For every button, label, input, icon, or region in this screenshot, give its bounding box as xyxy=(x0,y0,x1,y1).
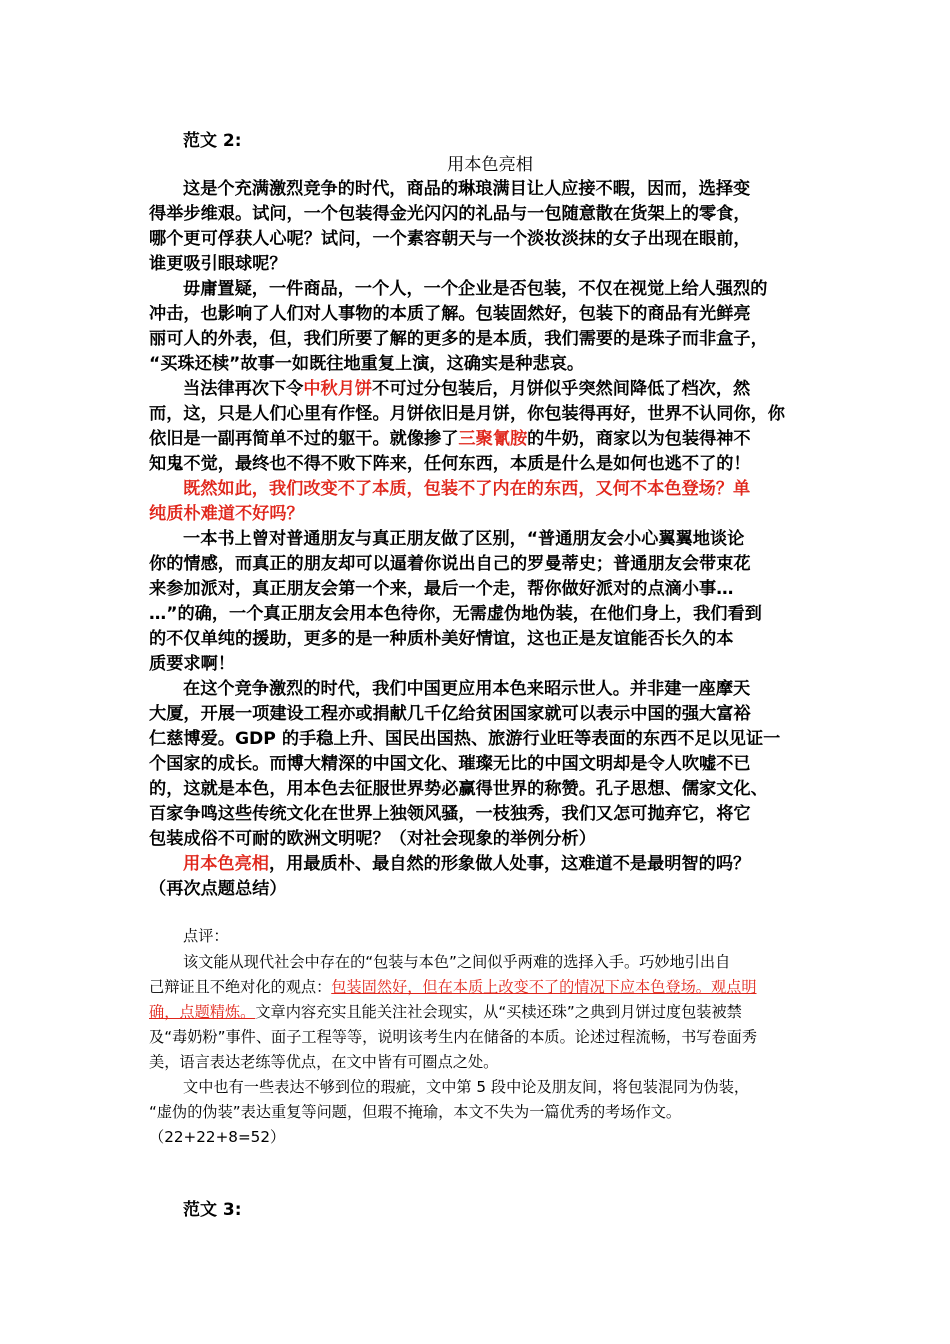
essay2-text: 的牛奶，商家以为包装得神不 xyxy=(527,429,751,449)
essay2-text: 的不仅单纯的援助，更多的是一种质朴美好情谊，这也正是友谊能否长久的本 xyxy=(149,629,734,649)
essay2-text: ，用最质朴、最自然的形象做人处事，这难道不是最明智的吗？ xyxy=(268,854,751,874)
essay2-text: 毋庸置疑，一件商品，一个人，一个企业是否包装，不仅在视觉上给人强烈的 xyxy=(183,279,768,299)
review-line xyxy=(183,950,730,974)
review-text: 该文能从现代社会中存在的“包装与本色”之间似乎两难的选择入手。巧妙地引出自 xyxy=(183,953,731,971)
essay2-text: 百家争鸣这些传统文化在世界上独领风骚，一枝独秀，我们又怎可抛弃它，将它 xyxy=(149,804,751,824)
essay2-text: 质要求啊！ xyxy=(149,654,235,674)
review-text: 及“毒奶粉”事件、面子工程等等，说明该考生内在储备的本质。论述过程流畅，书写卷面秀 xyxy=(149,1028,758,1046)
essay2-text: 而，这，只是人们心里有作怪。月饼依旧是月饼，你包装得再好，世界不认同你，你 xyxy=(149,404,785,424)
review-line xyxy=(149,1000,742,1024)
essay2-text: 包装成俗不可耐的欧洲文明呢？（对社会现象的举例分析） xyxy=(149,829,596,849)
essay2-line xyxy=(183,526,744,552)
essay2-text: 不可过分包装后，月饼似乎突然间降低了档次，然 xyxy=(372,379,751,399)
essay2-line xyxy=(149,826,596,852)
essay2-line xyxy=(149,776,768,802)
essay2-line xyxy=(149,326,768,352)
essay2-line xyxy=(149,551,751,577)
essay2-text: 得举步维艰。试问，一个包装得金光闪闪的礼品与一包随意散在货架上的零食， xyxy=(149,204,751,224)
essay2-text: 丽可人的外表，但，我们所要了解的更多的是本质，我们需要的是珠子而非盒子， xyxy=(149,329,768,349)
essay2-text: 你的情感，而真正的朋友却可以逼着你说出自己的罗曼蒂史；普通朋友会带束花 xyxy=(149,554,751,574)
review-text: （22+22+8=52） xyxy=(149,1128,286,1146)
essay2-text: 大厦，开展一项建设工程亦或捐献几千亿给贫困国家就可以表示中国的强大富裕 xyxy=(149,704,751,724)
review-line xyxy=(149,1125,285,1149)
essay2-line xyxy=(183,476,750,502)
essay2-line xyxy=(149,576,733,602)
essay2-line xyxy=(183,376,750,402)
essay2-line xyxy=(149,251,287,277)
review-text: 文章内容充实且能关注社会现实，从“买椟还珠”之典到月饼过度包装被禁 xyxy=(255,1003,742,1021)
essay2-line xyxy=(183,851,750,877)
essay2-highlight-text: 既然如此，我们改变不了本质，包装不了内在的东西，又何不本色登场？单 xyxy=(183,479,751,499)
essay2-line xyxy=(149,426,751,452)
essay2-line xyxy=(149,351,584,377)
essay2-text: 谁更吸引眼球呢？ xyxy=(149,254,287,274)
essay2-line xyxy=(149,601,762,627)
review-text: “虚伪的伪装”表达重复等问题，但瑕不掩瑜，本文不失为一篇优秀的考场作文。 xyxy=(149,1103,682,1121)
review-line xyxy=(149,975,757,999)
essay2-line xyxy=(149,201,751,227)
essay2-line xyxy=(183,676,750,702)
review-highlight-text: 包装固然好，但在本质上改变不了的情况下应本色登场。观点明 xyxy=(331,978,757,996)
review-line xyxy=(183,1075,749,1099)
essay2-text: 当法律再次下令 xyxy=(183,379,304,399)
essay2-line xyxy=(183,276,767,302)
essay2-text: 这是个充满激烈竞争的时代，商品的琳琅满目让人应接不暇，因而，选择变 xyxy=(183,179,751,199)
essay2-line xyxy=(149,501,304,527)
essay2-text: 的，这就是本色，用本色去征服世界势必赢得世界的称赞。孔子思想、儒家文化、 xyxy=(149,779,768,799)
essay2-line xyxy=(149,751,751,777)
essay2-text: …”的确，一个真正朋友会用本色待你，无需虚伪地伪装，在他们身上，我们看到 xyxy=(149,604,762,624)
essay2-line xyxy=(149,801,751,827)
essay2-line xyxy=(149,301,751,327)
essay2-highlight-text: 中秋月饼 xyxy=(303,379,373,399)
review-text: 己辩证且不绝对化的观点： xyxy=(149,978,332,996)
review-line xyxy=(149,1050,498,1074)
review-text: 文中也有一些表达不够到位的瑕疵，文中第 5 段中论及朋友间，将包装混同为伪装， xyxy=(183,1078,750,1096)
essay2-line xyxy=(149,626,733,652)
essay2-text: 一本书上曾对普通朋友与真正朋友做了区别，“普通朋友会小心翼翼地谈论 xyxy=(183,529,745,549)
essay2-text: 来参加派对，真正朋友会第一个来，最后一个走，帮你做好派对的点滴小事… xyxy=(149,579,734,599)
essay2-text: 在这个竞争激烈的时代，我们中国更应用本色来昭示世人。并非建一座摩天 xyxy=(183,679,751,699)
essay2-line xyxy=(183,176,750,202)
review-label: 点评： xyxy=(183,927,229,945)
essay2-line xyxy=(149,226,751,252)
essay2-text: 知鬼不觉，最终也不得不败下阵来，任何东西，本质是什么是如何也逃不了的！ xyxy=(149,454,751,474)
review-text: 美，语言表达老练等优点，在文中皆有可圈点之处。 xyxy=(149,1053,499,1071)
essay2-line xyxy=(149,451,751,477)
essay2-line xyxy=(149,701,751,727)
review-line xyxy=(149,1025,757,1049)
essay2-line xyxy=(149,876,287,902)
essay2-line xyxy=(149,651,235,677)
essay2-text: 冲击，也影响了人们对人事物的本质了解。包装固然好，包装下的商品有光鲜亮 xyxy=(149,304,751,324)
essay2-highlight-text: 三聚氰胺 xyxy=(458,429,528,449)
essay2-line xyxy=(149,401,785,427)
essay2-highlight-text: 纯质朴难道不好吗？ xyxy=(149,504,304,524)
review-line xyxy=(149,1100,681,1124)
essay2-heading: 范文 2: xyxy=(183,131,242,151)
essay2-text: （再次点题总结） xyxy=(149,879,287,899)
essay2-title: 用本色亮相 xyxy=(447,155,533,175)
essay2-text: “买珠还椟”故事一如既往地重复上演，这确实是种悲哀。 xyxy=(149,354,585,374)
essay2-text: 仁慈博爱。GDP 的手稳上升、国民出国热、旅游行业旺等表面的东西不足以见证一 xyxy=(149,729,781,749)
essay2-highlight-text: 用本色亮相 xyxy=(183,854,269,874)
review-highlight-text: 确，点题精炼。 xyxy=(149,1003,256,1021)
essay2-line xyxy=(149,726,780,752)
essay2-text: 依旧是一副再简单不过的躯干。就像掺了 xyxy=(149,429,459,449)
essay2-text: 哪个更可俘获人心呢？试问，一个素容朝天与一个淡妆淡抹的女子出现在眼前， xyxy=(149,229,751,249)
essay2-text: 个国家的成长。而博大精深的中国文化、璀璨无比的中国文明却是令人吹嘘不已 xyxy=(149,754,751,774)
essay3-heading: 范文 3: xyxy=(183,1200,242,1220)
